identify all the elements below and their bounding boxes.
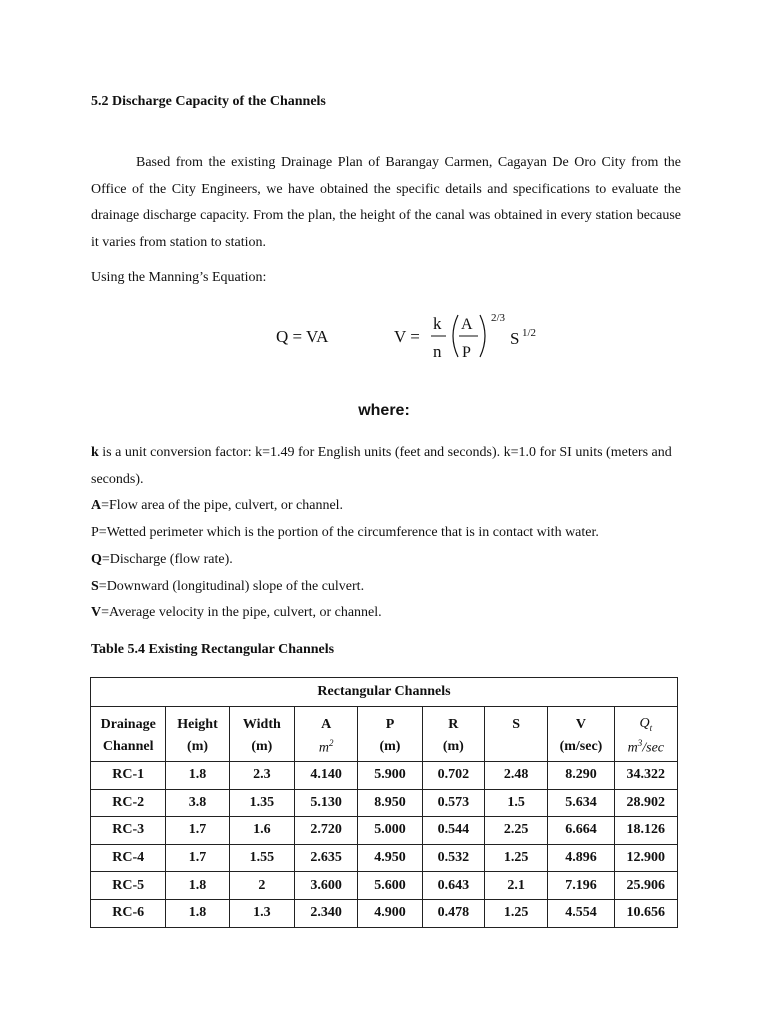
table-cell: 2.48	[484, 762, 547, 790]
definition-text: =Discharge (flow rate).	[101, 551, 233, 567]
col-unit: Channel	[91, 733, 166, 762]
definition-text: =Downward (longitudinal) slope of the culvert.	[98, 578, 365, 594]
table-cell: 1.8	[166, 762, 229, 790]
header-row-top	[91, 707, 678, 734]
table-cell: 1.8	[166, 872, 229, 900]
table-caption: Rectangular Channels	[91, 678, 678, 707]
definition-symbol: Q	[91, 551, 102, 567]
intro-paragraph	[91, 150, 681, 257]
table-cell: 7.196	[548, 872, 614, 900]
table-cell: 1.5	[484, 789, 547, 817]
table-title: Table 5.4 Existing Rectangular Channels	[91, 642, 335, 657]
table-cell: 4.140	[295, 762, 358, 790]
definition-text: =Flow area of the pipe, culvert, or channel.	[101, 498, 344, 514]
table-cell: 5.600	[358, 872, 422, 900]
table-cell: 0.573	[422, 789, 484, 817]
table-cell: 1.7	[166, 817, 229, 845]
table-row	[91, 762, 678, 790]
col-unit: (m)	[166, 733, 229, 762]
table-cell: 34.322	[614, 762, 677, 790]
table-cell: 4.896	[548, 844, 614, 872]
definition-text: =Wetted perimeter which is the portion of the circumference that is in contact with water.	[98, 525, 599, 541]
k-numerator: k	[433, 314, 442, 333]
table-cell: 1.25	[484, 844, 547, 872]
table-cell: 5.000	[358, 817, 422, 845]
s-exponent: 1/2	[522, 327, 537, 339]
table-row	[91, 817, 678, 845]
table-row	[91, 872, 678, 900]
table-cell: RC-4	[91, 844, 166, 872]
table-cell: 3.600	[295, 872, 358, 900]
table-cell: RC-3	[91, 817, 166, 845]
table-cell: 8.290	[548, 762, 614, 790]
table-cell: 1.7	[166, 844, 229, 872]
table-cell: 10.656	[614, 899, 677, 927]
definition-symbol: V	[91, 605, 102, 621]
definition-q	[91, 547, 691, 574]
table-cell: RC-1	[91, 762, 166, 790]
col-header: Height	[166, 707, 229, 734]
col-unit-area: $m^2$	[295, 733, 358, 762]
definition-text: is a unit conversion factor: k=1.49 for English units (feet and seconds). k=1.0 for SI units (meters and seconds).	[91, 445, 672, 487]
definition-symbol: A	[91, 498, 102, 514]
definition-s	[91, 574, 691, 601]
col-header: S	[484, 707, 547, 734]
table-cell: 2.635	[295, 844, 358, 872]
col-header: R	[422, 707, 484, 734]
table-cell: RC-6	[91, 899, 166, 927]
where-label: where:	[358, 402, 410, 419]
table-cell: 1.25	[484, 899, 547, 927]
col-unit: (m)	[229, 733, 294, 762]
exponent-two-thirds: 2/3	[491, 312, 506, 324]
table-cell: 0.702	[422, 762, 484, 790]
section-heading: 5.2 Discharge Capacity of the Channels	[91, 94, 326, 109]
definition-v	[91, 600, 691, 627]
table-cell: 2.340	[295, 899, 358, 927]
table-cell: 1.35	[229, 789, 294, 817]
table-cell: 2.25	[484, 817, 547, 845]
col-header-qt: $Q_t$	[614, 707, 677, 734]
col-unit	[484, 733, 547, 762]
definition-a	[91, 493, 691, 520]
table-cell: 1.3	[229, 899, 294, 927]
a-numerator: A	[461, 316, 473, 333]
definition-p	[91, 520, 691, 547]
table-cell: RC-5	[91, 872, 166, 900]
table-cell: 8.950	[358, 789, 422, 817]
table-row	[91, 844, 678, 872]
table-cell: 28.902	[614, 789, 677, 817]
mannings-equation	[270, 307, 560, 365]
table-cell: 4.950	[358, 844, 422, 872]
right-paren	[480, 315, 485, 357]
definition-text: =Average velocity in the pipe, culvert, or channel.	[101, 605, 382, 621]
table-cell: 1.8	[166, 899, 229, 927]
col-unit: (m)	[422, 733, 484, 762]
table-cell: 12.900	[614, 844, 677, 872]
col-unit-discharge: $m^3/\sec$	[614, 733, 677, 762]
col-unit: (m/sec)	[548, 733, 614, 762]
n-denominator: n	[433, 342, 442, 361]
q-equation: Q = VA	[276, 327, 329, 346]
p-denominator: P	[462, 344, 471, 361]
definition-k	[91, 440, 691, 493]
table-cell: 4.554	[548, 899, 614, 927]
col-header: P	[358, 707, 422, 734]
table-cell: 5.634	[548, 789, 614, 817]
table-cell: 0.643	[422, 872, 484, 900]
s-symbol: S	[510, 329, 520, 348]
table-cell: 1.6	[229, 817, 294, 845]
table-cell: 2.3	[229, 762, 294, 790]
definitions-list	[91, 440, 691, 627]
table-cell: 0.532	[422, 844, 484, 872]
equation-intro-label: Using the Manning’s Equation:	[91, 270, 267, 285]
table-cell: 3.8	[166, 789, 229, 817]
definition-symbol: S	[91, 578, 99, 594]
col-header: Width	[229, 707, 294, 734]
left-paren	[453, 315, 458, 357]
table-cell: 5.900	[358, 762, 422, 790]
table-cell: 25.906	[614, 872, 677, 900]
table-cell: 18.126	[614, 817, 677, 845]
table-cell: 0.544	[422, 817, 484, 845]
table-cell: RC-2	[91, 789, 166, 817]
intro-paragraph-text: Based from the existing Drainage Plan of Barangay Carmen, Cagayan De Oro City from the Office of the City Engineers, we have obtained the specific details and specifications to evaluate the drainage discharge capacity. From the plan, the height of the canal was obtained in every station because it varies from station to station.	[91, 155, 681, 251]
definition-text: P	[91, 525, 99, 541]
table-cell: 6.664	[548, 817, 614, 845]
table-cell: 5.130	[295, 789, 358, 817]
col-header: A	[295, 707, 358, 734]
table-row	[91, 789, 678, 817]
definition-symbol: k	[91, 445, 99, 460]
col-header: V	[548, 707, 614, 734]
table-cell: 2.720	[295, 817, 358, 845]
table-cell: 1.55	[229, 844, 294, 872]
rectangular-channels-table	[90, 677, 678, 928]
table-cell: 2	[229, 872, 294, 900]
table-cell: 2.1	[484, 872, 547, 900]
table-cell: 4.900	[358, 899, 422, 927]
table-row	[91, 899, 678, 927]
table-cell: 0.478	[422, 899, 484, 927]
header-row-bottom	[91, 733, 678, 762]
col-header: Drainage	[91, 707, 166, 734]
v-equals: V =	[394, 327, 420, 346]
col-unit: (m)	[358, 733, 422, 762]
